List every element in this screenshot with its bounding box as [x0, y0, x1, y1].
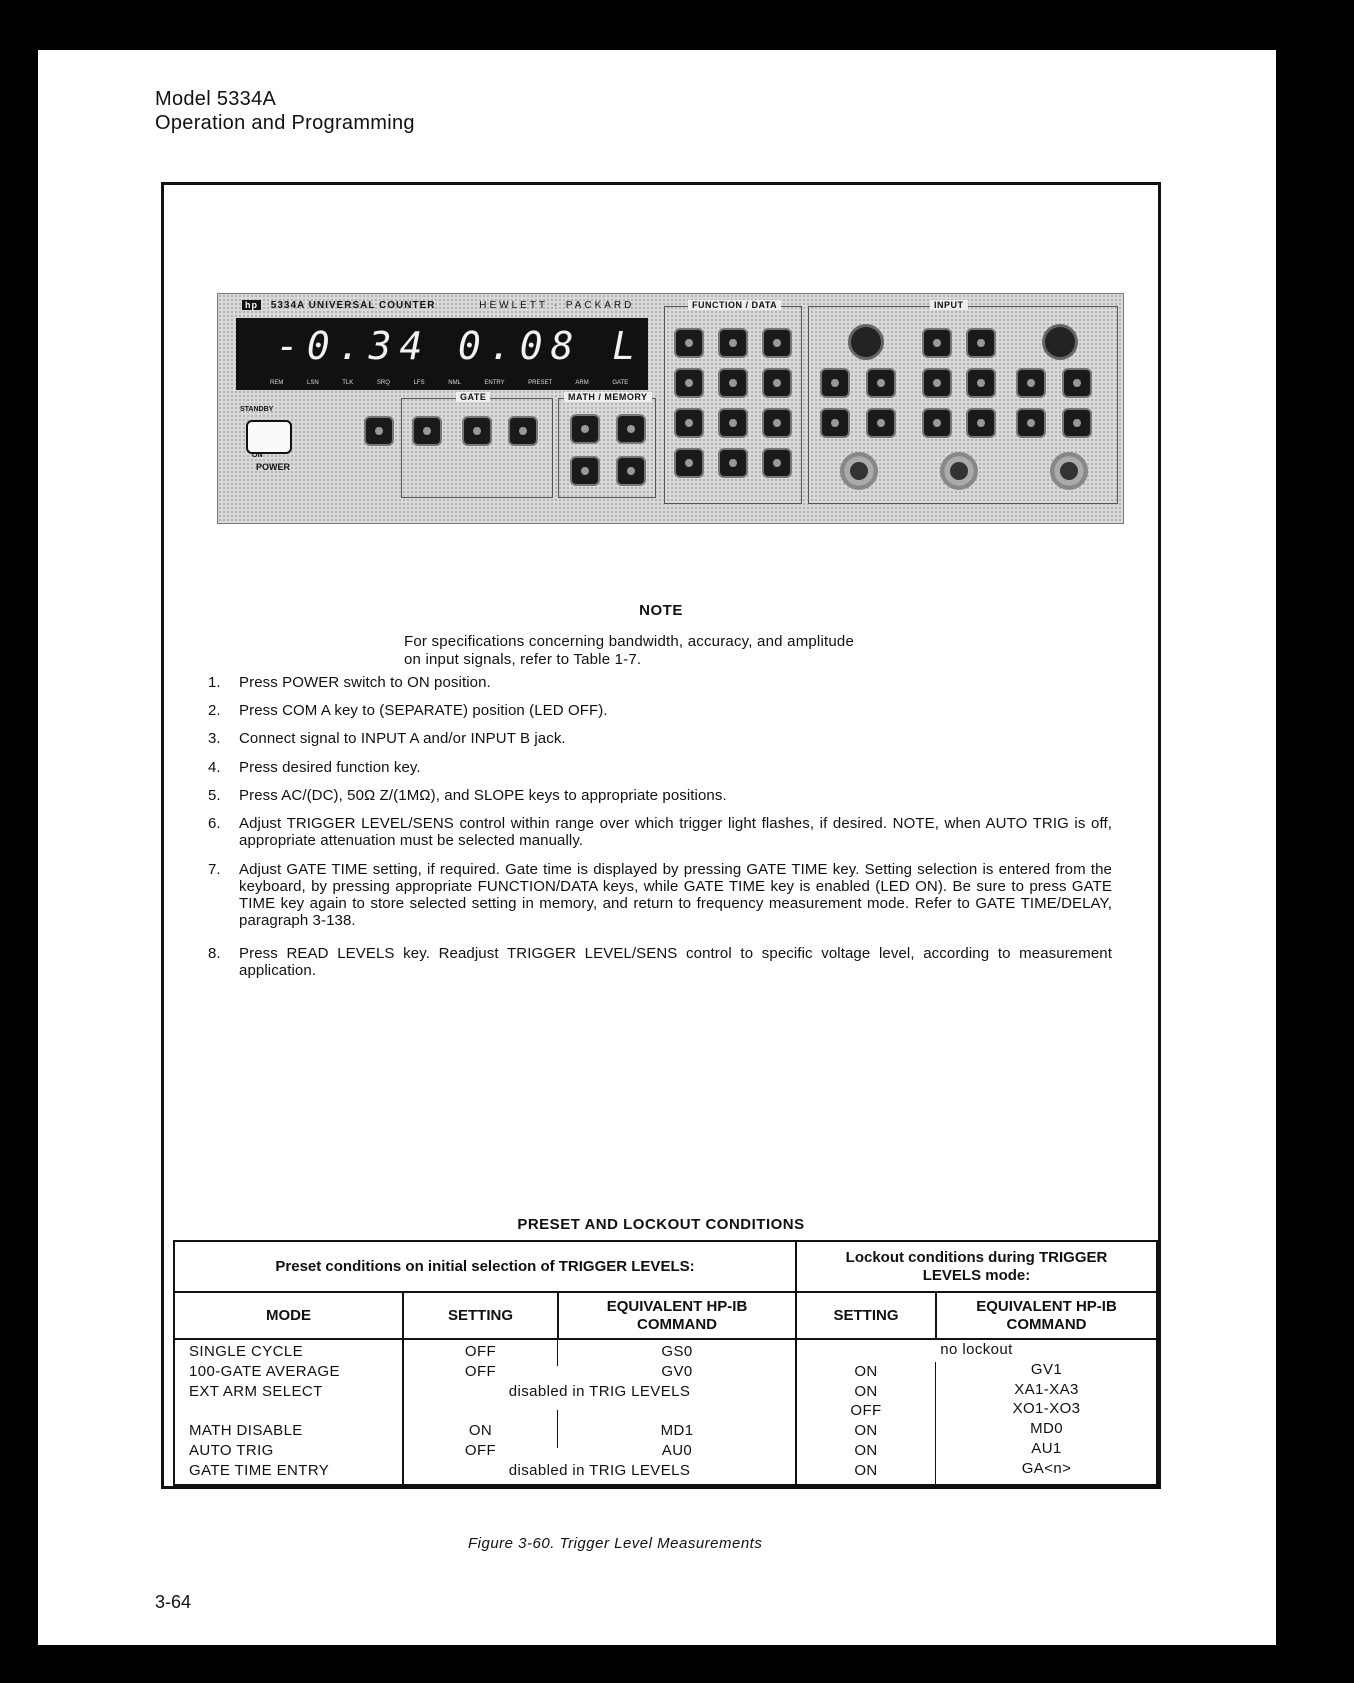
input-a-key-1: [822, 370, 848, 396]
power-switch: [246, 420, 292, 454]
lockout-setting-cell: ON: [854, 1462, 878, 1479]
step-text: Press READ LEVELS key. Readjust TRIGGER LEVEL/SENS control to specific voltage level, according to measurement application.: [239, 945, 1112, 979]
lockout-command-cell: MD0: [1030, 1420, 1063, 1437]
header-setting: SETTING: [447, 1306, 513, 1324]
group-gate: GATE: [456, 392, 490, 402]
step-number: 3.: [208, 730, 221, 747]
func-key-10: [676, 450, 702, 476]
step-text: Press POWER switch to ON position.: [239, 674, 491, 691]
header-lockout-setting: SETTING: [833, 1306, 899, 1324]
no-lockout-note: no lockout: [940, 1341, 1013, 1358]
lockout-setting-cell: ON: [854, 1442, 878, 1459]
func-key-11: [720, 450, 746, 476]
mode-cell: EXT ARM SELECT: [189, 1383, 323, 1400]
group-function-data: FUNCTION / DATA: [688, 300, 781, 310]
note-title: NOTE: [639, 602, 683, 619]
step-number: 8.: [208, 945, 221, 962]
lockout-command-cell: XO1-XO3: [1012, 1400, 1081, 1417]
input-a-key-2: [868, 370, 894, 396]
func-key-6: [764, 370, 790, 396]
math-key-3: [572, 458, 598, 484]
header-lockout-command: EQUIVALENT HP-IB COMMAND: [976, 1297, 1117, 1333]
step-text: Connect signal to INPUT A and/or INPUT B jack.: [239, 730, 566, 747]
note-text: For specifications concerning bandwidth, accuracy, and amplitude on input signals, refer to Table 1-7.: [404, 633, 854, 668]
step-number: 4.: [208, 759, 221, 776]
func-key-2: [720, 330, 746, 356]
group-math-memory: MATH / MEMORY: [564, 392, 652, 402]
table-rule: [935, 1362, 936, 1484]
disabled-note: disabled in TRIG LEVELS: [508, 1383, 691, 1400]
math-key-1: [572, 416, 598, 442]
trigger-level-b-knob-icon: [1042, 324, 1078, 360]
input-key-10: [968, 410, 994, 436]
mode-cell: SINGLE CYCLE: [189, 1343, 304, 1360]
step-number: 1.: [208, 674, 221, 691]
mode-cell: 100-GATE AVERAGE: [189, 1363, 340, 1380]
gate-time-key: [414, 418, 440, 444]
func-key-4: [676, 370, 702, 396]
math-key-2: [618, 416, 644, 442]
input-key-6: [968, 330, 994, 356]
func-key-8: [720, 410, 746, 436]
func-key-3: [764, 330, 790, 356]
header-model: Model 5334A: [155, 88, 277, 110]
display-right-value: 0.08 L: [458, 324, 644, 368]
manual-page: [38, 50, 1276, 1645]
mode-cell: GATE TIME ENTRY: [189, 1462, 330, 1479]
func-key-7: [676, 410, 702, 436]
lockout-setting-cell: ON: [854, 1383, 878, 1400]
input-b-key-1: [1018, 370, 1044, 396]
display-left-value: -0.34: [276, 324, 431, 368]
header-section: Operation and Programming: [155, 112, 415, 134]
mode-cell: MATH DISABLE: [189, 1422, 303, 1439]
panel-top-line: [242, 300, 634, 311]
average-key: [510, 418, 536, 444]
header-lockout-group: Lockout conditions during TRIGGER LEVELS mode:: [845, 1248, 1108, 1284]
input-b-key-3: [1018, 410, 1044, 436]
setting-cell: ON: [468, 1422, 493, 1439]
hp-logo-icon: hp: [242, 300, 261, 310]
annunciators: REM LSN TLK SRQ LFS NML ENTRY PRESET ARM GATE: [270, 380, 629, 386]
command-cell: MD1: [660, 1422, 694, 1439]
reset-local-key: [366, 418, 392, 444]
counter-front-panel-image: [217, 293, 1124, 524]
setting-cell: OFF: [464, 1343, 497, 1360]
step-text: Adjust GATE TIME setting, if required. Gate time is displayed by pressing GATE TIME key. Setting selection is entered from the keyboard, by pressing appropriate FUNCTION/DATA keys, while GATE TIME key is enabled (LED ON). Be sure to press GATE TIME key again to store selected setting in memory, and return to frequency measurement mode. Refer to GATE TIME/DELAY, paragraph 3-138.: [239, 861, 1112, 929]
led-display: [236, 318, 648, 390]
input-c-bnc-icon: [1050, 452, 1088, 490]
lockout-setting-cell: ON: [854, 1422, 878, 1439]
figure-frame: [161, 182, 1161, 1489]
func-key-12: [764, 450, 790, 476]
input-key-9: [924, 410, 950, 436]
input-key-5: [924, 330, 950, 356]
on-label: ON: [252, 452, 263, 459]
lockout-command-cell: GV1: [1030, 1361, 1063, 1378]
step-number: 5.: [208, 787, 221, 804]
model-label: 5334A UNIVERSAL COUNTER: [270, 300, 436, 311]
brand-label: HEWLETT · PACKARD: [479, 300, 635, 311]
input-b-key-2: [1064, 370, 1090, 396]
command-cell: GS0: [661, 1343, 693, 1360]
preset-lockout-table: [173, 1240, 1158, 1486]
group-input: INPUT: [930, 300, 968, 310]
input-a-bnc-icon: [840, 452, 878, 490]
lockout-command-cell: XA1-XA3: [1014, 1381, 1079, 1398]
func-key-9: [764, 410, 790, 436]
trigger-level-a-knob-icon: [848, 324, 884, 360]
header-preset-group: Preset conditions on initial selection of TRIGGER LEVELS:: [275, 1257, 695, 1275]
figure-caption: Figure 3-60. Trigger Level Measurements: [468, 1535, 763, 1552]
lockout-setting-cell: OFF: [850, 1402, 882, 1419]
step-text: Press desired function key.: [239, 759, 421, 776]
table-rule: [557, 1410, 558, 1448]
lockout-command-cell: AU1: [1031, 1440, 1062, 1457]
step-number: 2.: [208, 702, 221, 719]
step-text: Press COM A key to (SEPARATE) position (LED OFF).: [239, 702, 608, 719]
input-key-7: [924, 370, 950, 396]
gate-section: [401, 398, 553, 498]
func-key-5: [720, 370, 746, 396]
step-number: 7.: [208, 861, 221, 878]
page-number: 3-64: [155, 1592, 192, 1612]
input-b-key-4: [1064, 410, 1090, 436]
setting-cell: OFF: [464, 1442, 497, 1459]
input-a-key-3: [822, 410, 848, 436]
header-equivalent-command: EQUIVALENT HP-IB COMMAND: [606, 1297, 748, 1333]
input-key-8: [968, 370, 994, 396]
math-key-4: [618, 458, 644, 484]
command-cell: GV0: [661, 1363, 693, 1380]
step-number: 6.: [208, 815, 221, 832]
single-cycle-key: [464, 418, 490, 444]
lockout-setting-cell: ON: [854, 1363, 878, 1380]
lockout-command-cell: GA<n>: [1021, 1460, 1072, 1477]
header-mode: MODE: [266, 1306, 311, 1324]
input-b-bnc-icon: [940, 452, 978, 490]
disabled-note: disabled in TRIG LEVELS: [508, 1462, 691, 1479]
mode-cell: AUTO TRIG: [189, 1442, 274, 1459]
standby-label: STANDBY: [240, 406, 274, 413]
command-cell: AU0: [661, 1442, 693, 1459]
table-rule: [557, 1340, 558, 1366]
setting-cell: OFF: [464, 1363, 497, 1380]
step-text: Adjust TRIGGER LEVEL/SENS control within range over which trigger light flashes, if desired. NOTE, when AUTO TRIG is off, appropriate attenuation must be selected manually.: [239, 815, 1112, 849]
power-label: POWER: [256, 462, 291, 472]
table-title: PRESET AND LOCKOUT CONDITIONS: [517, 1216, 805, 1233]
func-key-1: [676, 330, 702, 356]
step-text: Press AC/(DC), 50Ω Z/(1MΩ), and SLOPE keys to appropriate positions.: [239, 787, 727, 804]
input-a-key-4: [868, 410, 894, 436]
